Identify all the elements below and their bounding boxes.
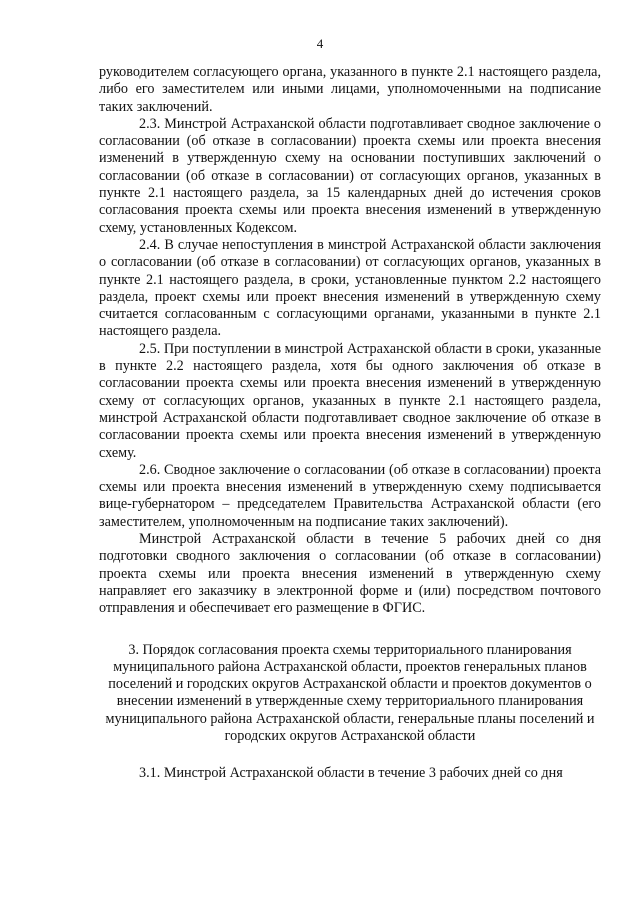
paragraph-3-1: 3.1. Минстрой Астраханской области в течение 3 рабочих дней со дня xyxy=(139,765,563,782)
section-3-heading: 3. Порядок согласования проекта схемы территориального планирования муниципального района Астраханской области, проектов генеральных планов поселений и городских округов Астраханской области и проектов документов о внесении изменений в утвержденные схему территориального планирования муниципального района Астраханской области, генеральные планы поселений и городских округов Астраханской области xyxy=(105,641,595,744)
paragraph-continuation: руководителем согласующего органа, указанного в пункте 2.1 настоящего раздела, либо его заместителем или иными лицами, уполномоченными на подписание таких заключений. xyxy=(99,64,601,115)
document-body xyxy=(99,64,601,783)
paragraph-2-4: 2.4. В случае непоступления в минстрой Астраханской области заключения о согласовании (об отказе в согласовании) от согласующих органов, указанных в пункте 2.1 настоящего раздела, в сроки, установленные пунктом 2.2 настоящего раздела, проект схемы или проект внесения изменений в утвержденную схему считается согласованным с согласующими органами, указанными в пункте 2.1 настоящего раздела. xyxy=(99,236,601,340)
paragraph-2-6-continued: Минстрой Астраханской области в течение 5 рабочих дней со дня подготовки сводного заключения о согласовании (об отказе в согласовании) проекта схемы или проекта внесения изменений в утвержденную схему направляет его заказчику в электронной форме и (или) посредством почтового отправления и обеспечивает его размещение в ФГИС. xyxy=(99,531,601,617)
page-number: 4 xyxy=(316,36,324,51)
paragraph-2-3: 2.3. Минстрой Астраханской области подготавливает сводное заключение о согласовании (об отказе в согласовании) проекта схемы или проекта внесения изменений в утвержденную схему на основании поступивших заключений о согласовании (об отказе в согласовании) от согласующих органов, указанных в пункте 2.1 настоящего раздела, за 15 календарных дней до истечения сроков согласования проекта схемы или проекта внесения изменений в утвержденную схему, установленных Кодексом. xyxy=(99,115,601,236)
paragraph-2-5: 2.5. При поступлении в минстрой Астраханской области в сроки, указанные в пункте 2.2 настоящего раздела, хотя бы одного заключения об отказе в согласовании проекта схемы или проекта внесения изменений в утвержденную схему от согласующих органов, указанных в пункте 2.1 настоящего раздела, минстрой Астраханской области подготавливает сводное заключение об отказе в согласовании проекта схемы или проекта внесения изменений в утвержденную схему. xyxy=(99,340,601,461)
paragraph-2-6: 2.6. Сводное заключение о согласовании (об отказе в согласовании) проекта схемы или проекта внесения изменений в утвержденную схему подписывается вице-губернатором – председателем Правительства Астраханской области (его заместителем, уполномоченным на подписание таких заключений). xyxy=(99,461,601,530)
